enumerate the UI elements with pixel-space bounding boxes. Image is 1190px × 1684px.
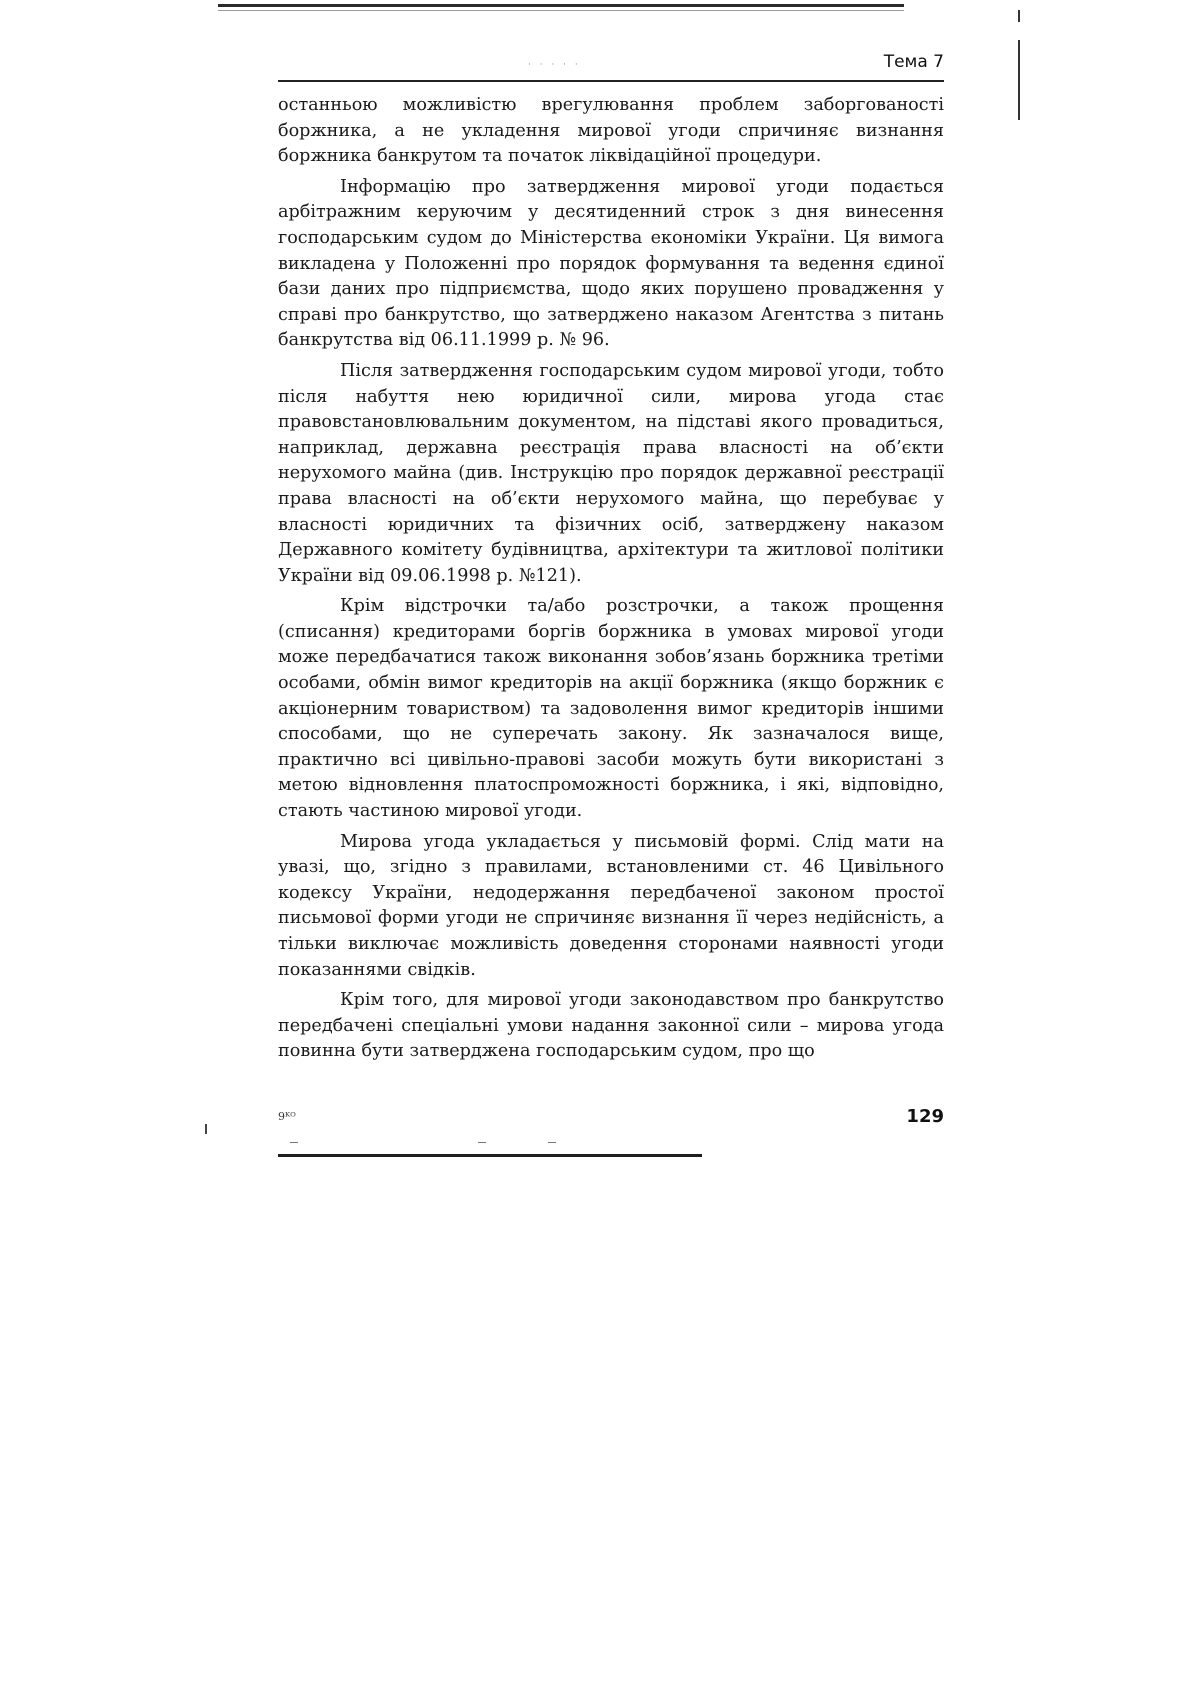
page-body (278, 93, 944, 1065)
scan-noise (278, 1142, 702, 1146)
running-head: Тема 7 (883, 52, 944, 72)
scan-edge-top (218, 4, 904, 7)
scan-edge-mark (1018, 10, 1020, 22)
paragraph: останньою можливістю врегулювання проблем заборгованості боржника, а не укладення мирової угоди спричиняє визнання боржника банкрутом та початок ліквідаційної процедури. (278, 95, 944, 167)
page-footer (278, 1106, 944, 1132)
scan-noise: · · · · · (528, 60, 581, 70)
scan-edge-mark (1018, 40, 1020, 120)
paragraph: Мирова угода укладається у письмовій формі. Слід мати на увазі, що, згідно з правилами, встановленими ст. 46 Цивільного кодексу України, недодержання передбаченої законом простої письмової форми угоди не спричиняє визнання її через недійсність, а тільки виключає можливість доведення сторонами наявності угоди показаннями свідків. (278, 831, 944, 980)
header-rule (278, 80, 944, 82)
paragraph: Крім відстрочки та/або розстрочки, а також прощення (списання) кредиторами боргів боржника в умовах мирової угоди може передбачатися також виконання зобов’язань боржника третіми особами, обмін вимог кредиторів на акції боржника (якщо боржник є акціонерним товариством) та задоволення вимог кредиторів іншими способами, що не суперечать закону. Як зазначалося вище, практично всі цивільно-правові засоби можуть бути використані з метою відновлення платоспроможності боржника, і які, відповідно, стають частиною мирової угоди. (278, 596, 944, 822)
scan-edge-mark (205, 1124, 207, 1134)
page-header (278, 52, 944, 80)
page-number: 129 (906, 1106, 944, 1127)
paragraph: Інформацію про затвердження мирової угоди подається арбітражним керуючим у десятиденний строк з дня винесення господарським судом до Міністерства економіки України. Ця вимога викладена у Положенні про порядок формування та ведення єдиної бази даних про підприємства, щодо яких порушено провадження у справі про банкрутство, що затверджено наказом Агентства з питань банкрутства від 06.11.1999 р. № 96. (278, 176, 944, 351)
paragraph: Після затвердження господарським судом мирової угоди, тобто після набуття нею юридичної сили, мирова угода стає правовстановлювальним документом, на підставі якого провадиться, наприклад, державна реєстрація права власності на об’єкти нерухомого майна (див. Інструкцію про порядок державної реєстрації права власності на об’єкти нерухомого майна, що перебуває у власності юридичних та фізичних осіб, затверджену наказом Державного комітету будівництва, архітектури та житлової політики України від 09.06.1998 р. №121). (278, 360, 944, 586)
scan-edge-top-shadow (218, 10, 904, 11)
footer-rule (278, 1154, 702, 1157)
signature-mark: 9ᴷᴼ (278, 1110, 296, 1123)
paragraph: Крім того, для мирової угоди законодавством про банкрутство передбачені спеціальні умови надання законної сили – мирова угода повинна бути затверджена господарським судом, про що (278, 990, 944, 1062)
